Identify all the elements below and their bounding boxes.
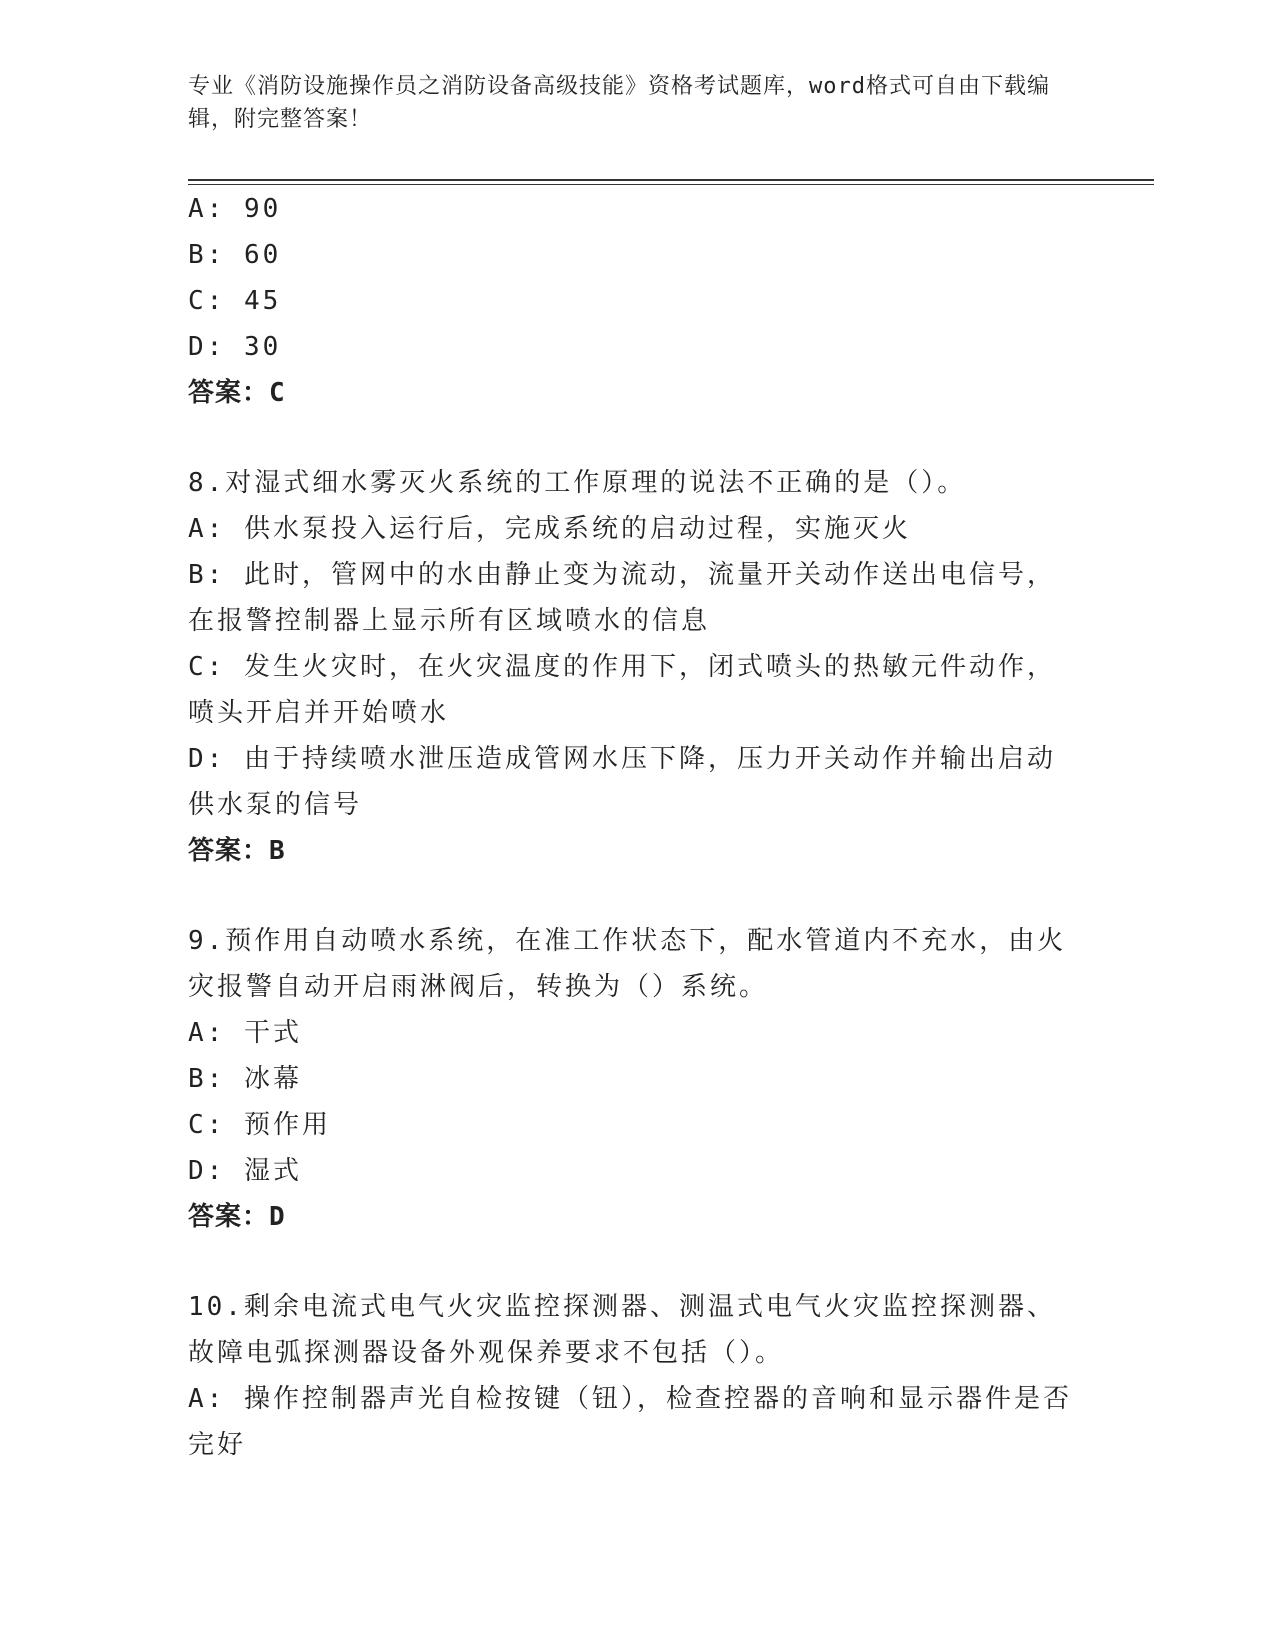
header-divider: [188, 179, 1154, 181]
question-list: [188, 186, 1078, 1468]
option-c: C: 预作用: [188, 1110, 331, 1140]
option-c: C: 45: [188, 286, 282, 316]
option-b: B: 60: [188, 240, 282, 270]
option-a: A: 供水泵投入运行后，完成系统的启动过程，实施灭火: [188, 514, 911, 544]
question-10-block: [188, 1284, 1078, 1468]
answer-line: 答案：D: [188, 1202, 286, 1232]
option-b: B: 此时，管网中的水由静止变为流动，流量开关动作送出电信号，在报警控制器上显示所有区域喷水的信息: [188, 560, 1056, 636]
question-stem: 10.剩余电流式电气火灾监控探测器、测温式电气火灾监控探测器、故障电弧探测器设备外观保养要求不包括（）。: [188, 1292, 1056, 1368]
option-d: D: 湿式: [188, 1156, 302, 1186]
option-a: A: 干式: [188, 1018, 302, 1048]
question-8-block: [188, 460, 1078, 874]
spacer: [188, 416, 1078, 460]
question-stem: 9.预作用自动喷水系统，在准工作状态下，配水管道内不充水，由火灾报警自动开启雨淋阀后，转换为（）系统。: [188, 926, 1067, 1002]
previous-question-block: [188, 186, 1078, 416]
question-9-block: [188, 918, 1078, 1240]
question-stem: 8.对湿式细水雾灭火系统的工作原理的说法不正确的是（）。: [188, 468, 967, 498]
header-divider-thin: [188, 184, 1154, 185]
option-d: D: 由于持续喷水泄压造成管网水压下降，压力开关动作并输出启动供水泵的信号: [188, 744, 1056, 820]
document-header: 专业《消防设施操作员之消防设备高级技能》资格考试题库，word格式可自由下载编辑，附完整答案！: [188, 74, 1050, 132]
spacer: [188, 874, 1078, 918]
option-c: C: 发生火灾时，在火灾温度的作用下，闭式喷头的热敏元件动作，喷头开启并开始喷水: [188, 652, 1056, 728]
answer-line: 答案：B: [188, 836, 286, 866]
option-a: A: 90: [188, 194, 282, 224]
answer-line: 答案：C: [188, 378, 286, 408]
option-b: B: 冰幕: [188, 1064, 302, 1094]
option-d: D: 30: [188, 332, 282, 362]
option-a: A: 操作控制器声光自检按键（钮），检查控器的音响和显示器件是否完好: [188, 1384, 1072, 1460]
spacer: [188, 1240, 1078, 1284]
